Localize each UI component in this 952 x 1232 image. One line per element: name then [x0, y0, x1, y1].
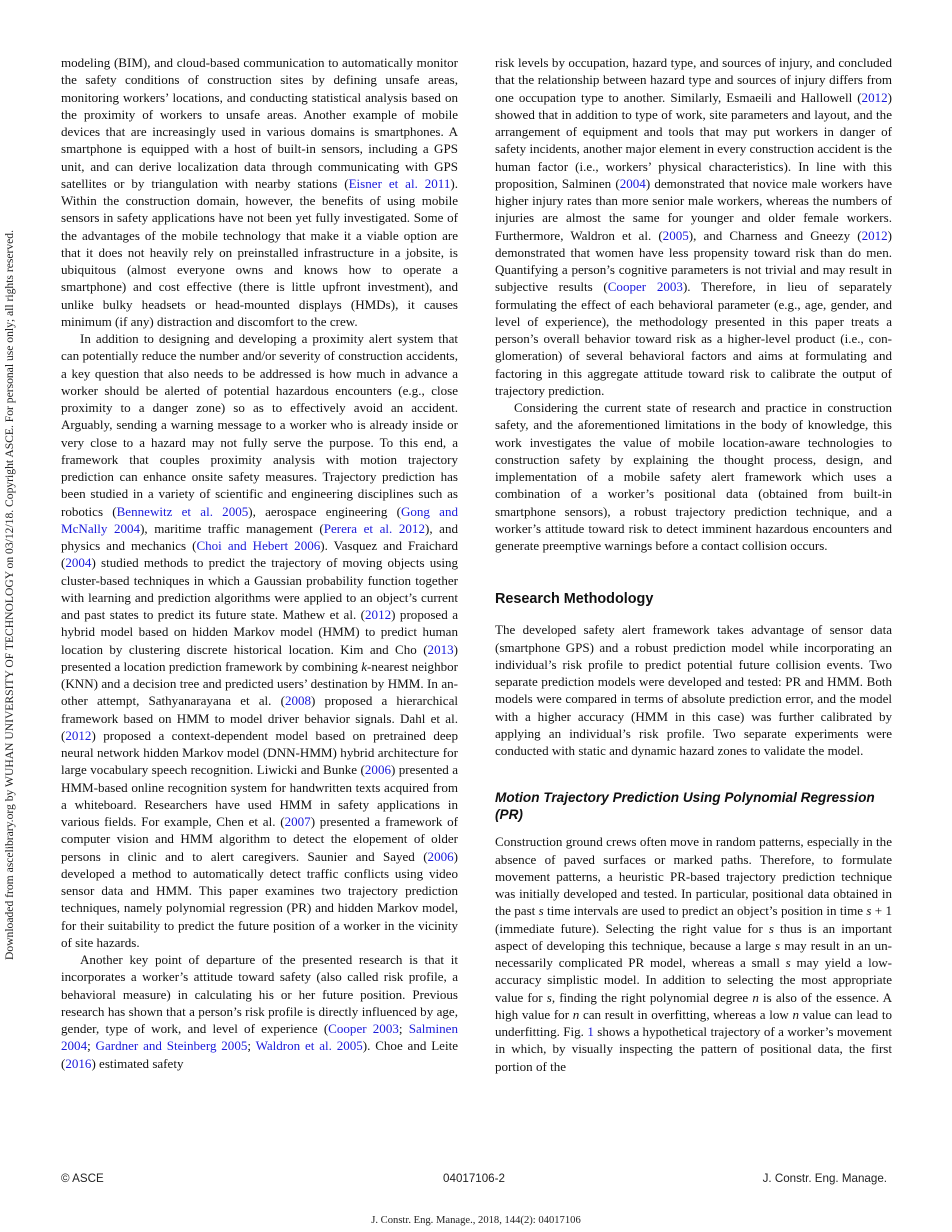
math-variable: s	[768, 920, 774, 936]
paragraph: The developed safety alert framework takes advantage of sensor data (smartphone GPS) and a robust prediction model while incorporating an individual’s risk profile to predict potential future collision events. Two separate prediction models were developed and tested: PR and HMM. Both models were compared in terms of absolute prediction error, and the model with a higher accuracy (HMM in this case) was further calibrated by applying an individual’s risk profile. Two separate experiments were conducted with static and dynamic hazard zones to validate the model.	[495, 622, 892, 758]
citation-link[interactable]: 2007	[284, 814, 311, 829]
paragraph: Considering the current state of research and practice in construction safety, and the aforementioned limitations in the body of knowledge, this work investigates the value of mobile location-aware technologies to construction safety by explaining the thought process, design, and implementation of a mobile safety alert framework which uses a combination of a worker’s positional data (obtained from built-in smartphone sensors), a robust trajectory prediction technique, and a worker’s attitude toward risk to detect imminent hazardous encounters and generate preemptive warnings before a contact collision occurs.	[495, 400, 892, 553]
math-variable: n	[572, 1006, 580, 1022]
citation-link[interactable]: 2013	[427, 641, 454, 657]
citation-link[interactable]: Gong and McNally 2004	[61, 503, 458, 536]
citation-link[interactable]: Perera et al. 2012	[323, 520, 425, 536]
citation-link[interactable]: Choi and Hebert 2006	[196, 538, 321, 553]
math-variable: s	[775, 937, 781, 953]
citation-link[interactable]: 2012	[365, 607, 392, 622]
citation-link[interactable]: 2016	[65, 1055, 92, 1071]
paragraph: risk levels by occupation, hazard type, and sources of injury, and concluded that the relationship between hazard type and sources of injury differs from one occupation type to another. Similarly, Esmaeili and Hallowell (2012) showed that in addition to type of work, site parameters and layout, and the arrangement of equipment and tools that may put workers in danger of safety incidents, another major element in every construction accident is the human factor (i.e., workers’ physical characteristics). In line with this proposition, Salminen (2004) demonstrated that novice male workers have higher injury rates than more senior male workers, whereas the numbers of injuries are almost the same for younger and older female workers. Furthermore, Waldron et al. (2005), and Charness and Gneezy (2012) demonstrated that women have less propensity toward risk than do men. Quantifying a person’s cognitive parameters is not trivial and may result in subjective results (Cooper 2003). Therefore, in lieu of separately formulating the effect of each behavioral parameter (e.g., age, gender, and level of experience), the methodology presented in this paper treats a person’s overall behavior toward risk as a higher-level product (i.e., conglomeration) of several behavioral factors and aims at formulating and factoring in this aggregate attitude toward risk to calibrate the output of trajectory prediction.	[495, 55, 893, 398]
footer-journal: J. Constr. Eng. Manage.	[762, 1172, 887, 1185]
citation-link[interactable]: Waldron et al. 2005	[255, 1038, 363, 1054]
citation-link[interactable]: 2006	[364, 762, 391, 778]
citation-link[interactable]: 2006	[427, 848, 454, 864]
subsection-heading: Motion Trajectory Prediction Using Polynomial Regression (PR)	[495, 790, 875, 823]
math-variable: s	[785, 955, 791, 970]
math-variable: k	[361, 658, 367, 674]
citation-link[interactable]: Eisner et al. 2011	[348, 175, 451, 191]
citation-link[interactable]: 2012	[65, 727, 92, 743]
page-footer	[61, 1172, 887, 1188]
citation-link[interactable]: Cooper 2003	[607, 279, 683, 295]
math-variable: n	[792, 1006, 799, 1022]
left-column	[61, 54, 458, 1072]
citation-line: J. Constr. Eng. Manage., 2018, 144(2): 04017106	[371, 1215, 581, 1226]
citation-link[interactable]: Bennewitz et al. 2005	[116, 503, 249, 519]
section-heading: Research Methodology	[495, 591, 654, 608]
citation-link[interactable]: 2012	[861, 227, 888, 243]
download-notice: Downloaded from ascelibrary.org by WUHAN UNIVERSITY OF TECHNOLOGY on 03/12/18. Copyright ASCE. For personal use only; all rights reserved.	[3, 230, 16, 960]
citation-link[interactable]: Cooper 2003	[328, 1021, 399, 1036]
math-variable: s	[546, 989, 552, 1005]
paragraph: modeling (BIM), and cloud-based communication to automatically monitor the safety conditions of construction sites by defining unsafe areas, monitoring workers’ locations, and conducting statistical analysis based on the proximity of workers to unsafe areas. Another example of mobile devices that are increasingly used in various domains is smartphones. A smartphone is equipped with a host of built-in sensors, including a GPS unit, and can derive localization data through communicating with GPS satellites or by triangulation with nearby stations (Eisner et al. 2011). Within the construction domain, however, the benefits of using mobile sensors in safety applications have not been yet fully investigated. Some of the advantages of the mobile technology that make it a viable option are that it does not heavily rely on preinstalled infrastructure in a jobsite, is ubiquitous (almost everyone owns and knows how to operate a smartphone) and cost effective (there is little upfront investment), and unlike bulky headsets or head-mounted displays (HMDs), it causes minimum (if any) distraction and discomfort to the crew.	[61, 55, 458, 329]
math-variable: s	[538, 903, 544, 919]
citation-link[interactable]: 2004	[619, 175, 646, 191]
footer-copyright: © ASCE	[61, 1172, 104, 1185]
citation-link[interactable]: 2012	[861, 89, 888, 105]
citation-link[interactable]: 2008	[284, 693, 312, 709]
citation-link[interactable]: Gardner and Steinberg 2005	[95, 1038, 248, 1054]
right-column	[495, 54, 892, 1075]
math-variable: s	[866, 903, 872, 919]
footer-page-number: 04017106-2	[443, 1172, 505, 1185]
paragraph: Construction ground crews often move in random patterns, especially in the absence of paved surfaces or marked paths. Therefore, to formulate movement patterns, a heuristic PR-based trajectory prediction technique was initially developed and tested. In particular, positional data obtained in the past s time intervals are used to predict an object’s position in time s + 1 (immediate future). Selecting the right value for s thus is an important aspect of developing this technique, because a large s may result in an unnecessarily complicated PR model, whereas a small s may yield a low-accuracy simplistic model. In addition to selecting the most appropriate value for s, finding the right polynomial degree n is also of the essence. A high value for n can result in overfitting, whereas a low n value can lead to underfitting. Fig. 1 shows a hypothetical trajectory of a worker’s movement in which, by visually inspecting the pattern of positional data, the first portion of the	[495, 834, 893, 1074]
citation-link[interactable]: 2004	[65, 555, 92, 571]
citation-link[interactable]: 2005	[662, 227, 689, 243]
citation-link[interactable]: Salminen 2004	[61, 1021, 459, 1054]
paragraph: In addition to designing and developing a proximity alert system that can potentially reduce the number and/or severity of construction accidents, a key question that also needs to be addressed is how much in advance a worker should be alerted of potential hazardous encounters (e.g., close proximity to a danger zone) so as to effectively avoid an accident. Arguably, sending a warning message to a worker who is already inside or very close to a hazard may not fully serve the purpose. To this end, a framework that couples proximity analysis with motion trajectory prediction can enhance onsite safety measures. Trajectory prediction has been studied in a variety of scientific and engineering disciplines such as robotics (Bennewitz et al. 2005), aerospace engineering (Gong and McNally 2004), maritime traffic management (Perera et al. 2012), and physics and mechanics (Choi and Hebert 2006). Vasquez and Fraichard (2004) studied methods to predict the trajectory of moving objects using cluster-based techniques in which a Gaussian probability function together with learning and prediction algorithms were applied to an object’s current and past states to predict its future state. Mathew et al. (2012) proposed a hybrid model based on hidden Markov model (HMM) to predict human location by clustering discrete historical location. Kim and Cho (2013) presented a location prediction framework by combining k-nearest neighbor (KNN) and a decision tree and predicted users’ destination by HMM. In another attempt, Sathyanarayana et al. (2008) proposed a hierarchical framework based on HMM to model driver behavior signals. Dahl et al. (2012) proposed a context-dependent model based on pretrained deep neural network hidden Markov model (DNN-HMM) hybrid architecture for large vocabulary speech recognition. Liwicki and Bunke (2006) presented a HMM-based online recognition system for handwritten texts acquired from a whiteboard. Researchers have used HMM in safety applications in various fields. For example, Chen et al. (2007) presented a framework of computer vision and HMM algorithm to detect the elopement of older persons in clinic and to alert caregivers. Saunier and Sayed (2006) developed a method to automatically detect traffic conflicts using video sensor data and HMM. This paper examines two trajectory prediction techniques, namely polynomial regression (PR) and hidden Markov model, for their suitability to predict the future position of a worker in the vicinity of site hazards.	[61, 331, 458, 950]
paragraph: Another key point of departure of the presented research is that it incorporates a worker’s attitude toward safety (also called risk profile, a behavioral measure) in calculating his or her future position. Previous research has shown that a person’s risk profile is directly influenced by age, gender, type of work, and level of experience (Cooper 2003; Salminen 2004; Gardner and Steinberg 2005; Waldron et al. 2005). Choe and Leite (2016) estimated safety	[61, 952, 459, 1071]
math-variable: n	[752, 989, 759, 1005]
citation-link[interactable]: 1	[587, 1024, 594, 1039]
